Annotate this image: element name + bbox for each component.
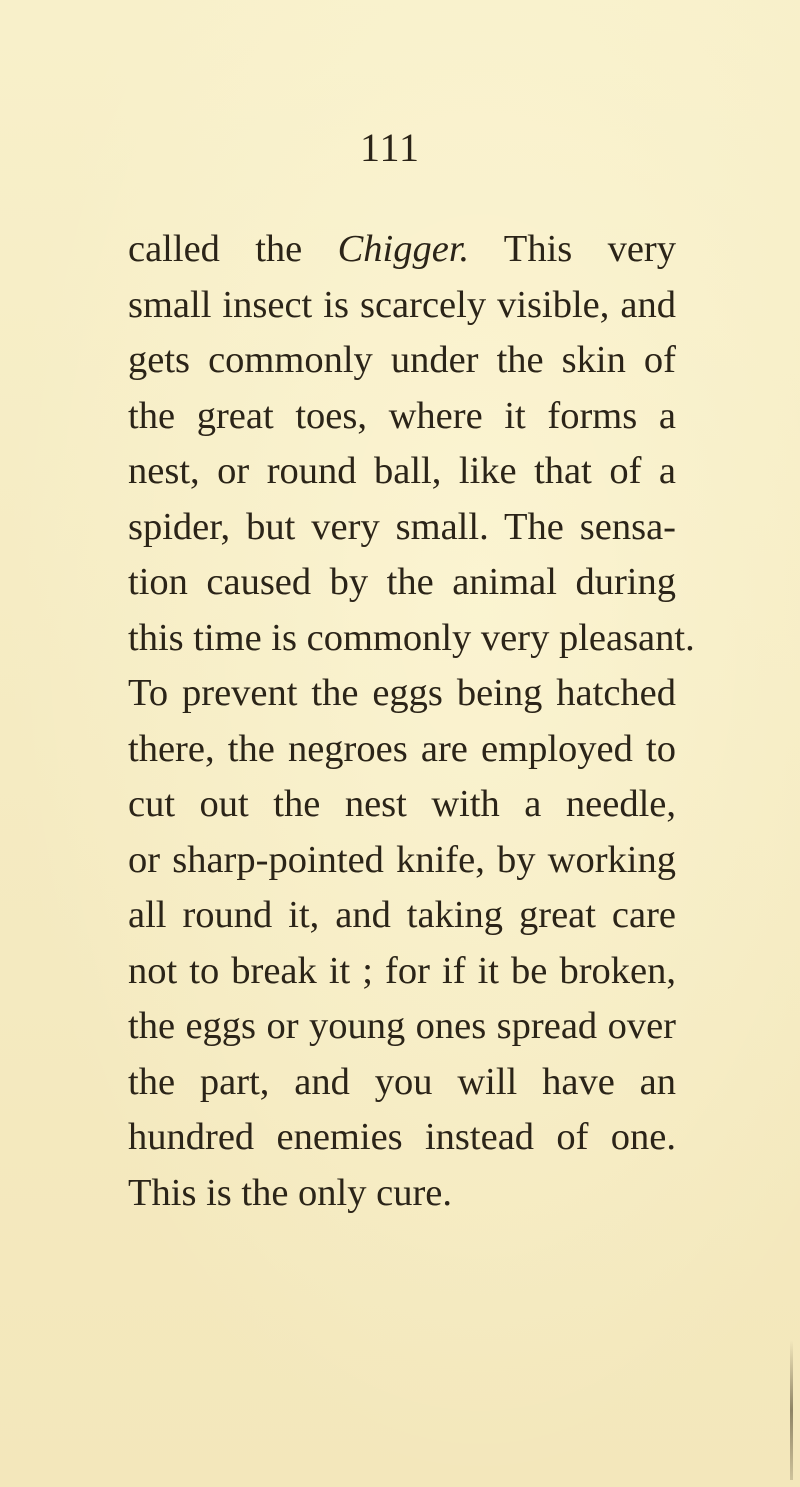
text-line: there, the negroes are employed to — [128, 727, 676, 770]
text-line: not to break it ; for if it be broken, — [128, 949, 676, 992]
text-line: nest, or round ball, like that of a — [128, 450, 676, 492]
text-line: This is the only cure. — [128, 1171, 452, 1214]
text-line: this time is commonly very pleasant. — [128, 616, 695, 659]
text-line: gets commonly under the skin of — [128, 339, 676, 381]
text-line: To prevent the eggs being hatched — [128, 672, 676, 714]
page-number: 111 — [359, 125, 421, 170]
text-line: the eggs or young ones spread over — [128, 1005, 676, 1047]
text-segment: called the — [128, 228, 338, 270]
body-text — [128, 222, 695, 1221]
text-line: or sharp-pointed knife, by working — [128, 838, 676, 881]
page-edge-mark — [790, 1340, 793, 1480]
text-line: hundred enemies instead of one. — [128, 1116, 676, 1158]
text-line: all round it, and taking great care — [128, 894, 676, 936]
text-segment: This very — [469, 228, 676, 270]
italic-term: Chigger. — [337, 228, 470, 270]
text-line: tion caused by the animal during — [128, 561, 676, 603]
text-line — [128, 222, 676, 278]
text-line: the part, and you will have an — [128, 1060, 676, 1103]
text-line: spider, but very small. The sensa- — [128, 505, 676, 548]
text-line: the great toes, where it forms a — [128, 394, 676, 437]
text-line: cut out the nest with a needle, — [128, 783, 676, 825]
text-line: small insect is scarcely visible, and — [128, 283, 676, 326]
